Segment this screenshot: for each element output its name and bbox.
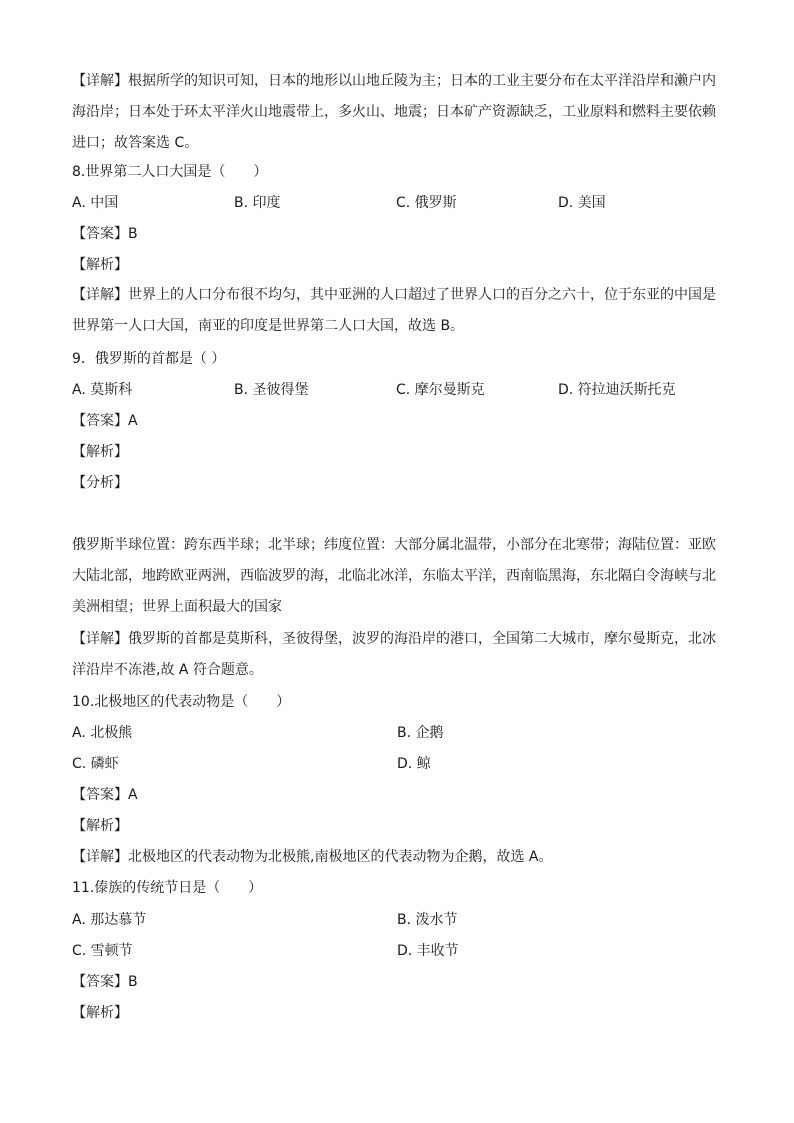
q11-option-b: B. 泼水节	[397, 912, 458, 928]
q10-answer: 【答案】A	[72, 787, 138, 803]
q9-option-c: C. 摩尔曼斯克	[396, 382, 485, 398]
q11-option-a: A. 那达慕节	[72, 912, 147, 928]
q8-detail: 【详解】世界上的人口分布很不均匀，其中亚洲的人口超过了世界人口的百分之六十，位于东亚的中国是世界第一人口大国，南亚的印度是世界第二人口大国，故选 B。	[72, 287, 716, 334]
q10-option-a: A. 北极熊	[72, 725, 133, 741]
q11-answer: 【答案】B	[72, 974, 138, 990]
q9-answer: 【答案】A	[72, 413, 138, 429]
q11-jiexi-label: 【解析】	[72, 1005, 128, 1021]
q11-option-d: D. 丰收节	[397, 943, 459, 959]
question-11: 11.傣族的传统节日是（ ）	[72, 880, 263, 896]
q8-option-d: D. 美国	[558, 195, 606, 211]
q9-fenxi-label: 【分析】	[72, 475, 128, 491]
question-10: 10.北极地区的代表动物是（ ）	[72, 694, 291, 710]
q10-option-c: C. 磷虾	[72, 756, 119, 772]
q10-jiexi-label: 【解析】	[72, 818, 128, 834]
q9-detail: 【详解】俄罗斯的首都是莫斯科，圣彼得堡，波罗的海沿岸的港口，全国第二大城市，摩尔曼斯克，北冰洋沿岸不冻港,故 A 符合题意。	[72, 631, 716, 678]
q10-option-d: D. 鲸	[397, 756, 431, 772]
explanation-paragraph-q7: 【详解】根据所学的知识可知，日本的地形以山地丘陵为主；日本的工业主要分布在太平洋沿岸和濑户内海沿岸；日本处于环太平洋火山地震带上，多火山、地震；日本矿产资源缺乏，工业原料和燃料主要依赖进口；故答案选 C。	[72, 73, 716, 151]
q9-option-b: B. 圣彼得堡	[234, 382, 309, 398]
q10-option-b: B. 企鹅	[397, 725, 444, 741]
q9-option-a: A. 莫斯科	[72, 382, 133, 398]
q8-jiexi-label: 【解析】	[72, 257, 128, 273]
q9-option-d: D. 符拉迪沃斯托克	[558, 382, 676, 398]
q11-option-c: C. 雪顿节	[72, 943, 133, 959]
q9-analysis: 俄罗斯半球位置：跨东西半球；北半球；纬度位置：大部分属北温带，小部分在北寒带；海陆位置：亚欧大陆北部，地跨欧亚两洲，西临波罗的海，北临北冰洋，东临太平洋，西南临黑海，东北隔白令海峡与北美洲相望；世界上面积最大的国家	[72, 537, 716, 615]
q8-option-a: A. 中国	[72, 195, 119, 211]
q9-jiexi-label: 【解析】	[72, 444, 128, 460]
q8-option-b: B. 印度	[234, 195, 281, 211]
q8-answer: 【答案】B	[72, 226, 138, 242]
q10-detail: 【详解】北极地区的代表动物为北极熊,南极地区的代表动物为企鹅，故选 A。	[72, 849, 553, 865]
question-8: 8.世界第二人口大国是（ ）	[72, 164, 268, 180]
question-9: 9．俄罗斯的首都是（ ）	[72, 351, 226, 367]
q8-option-c: C. 俄罗斯	[396, 195, 457, 211]
